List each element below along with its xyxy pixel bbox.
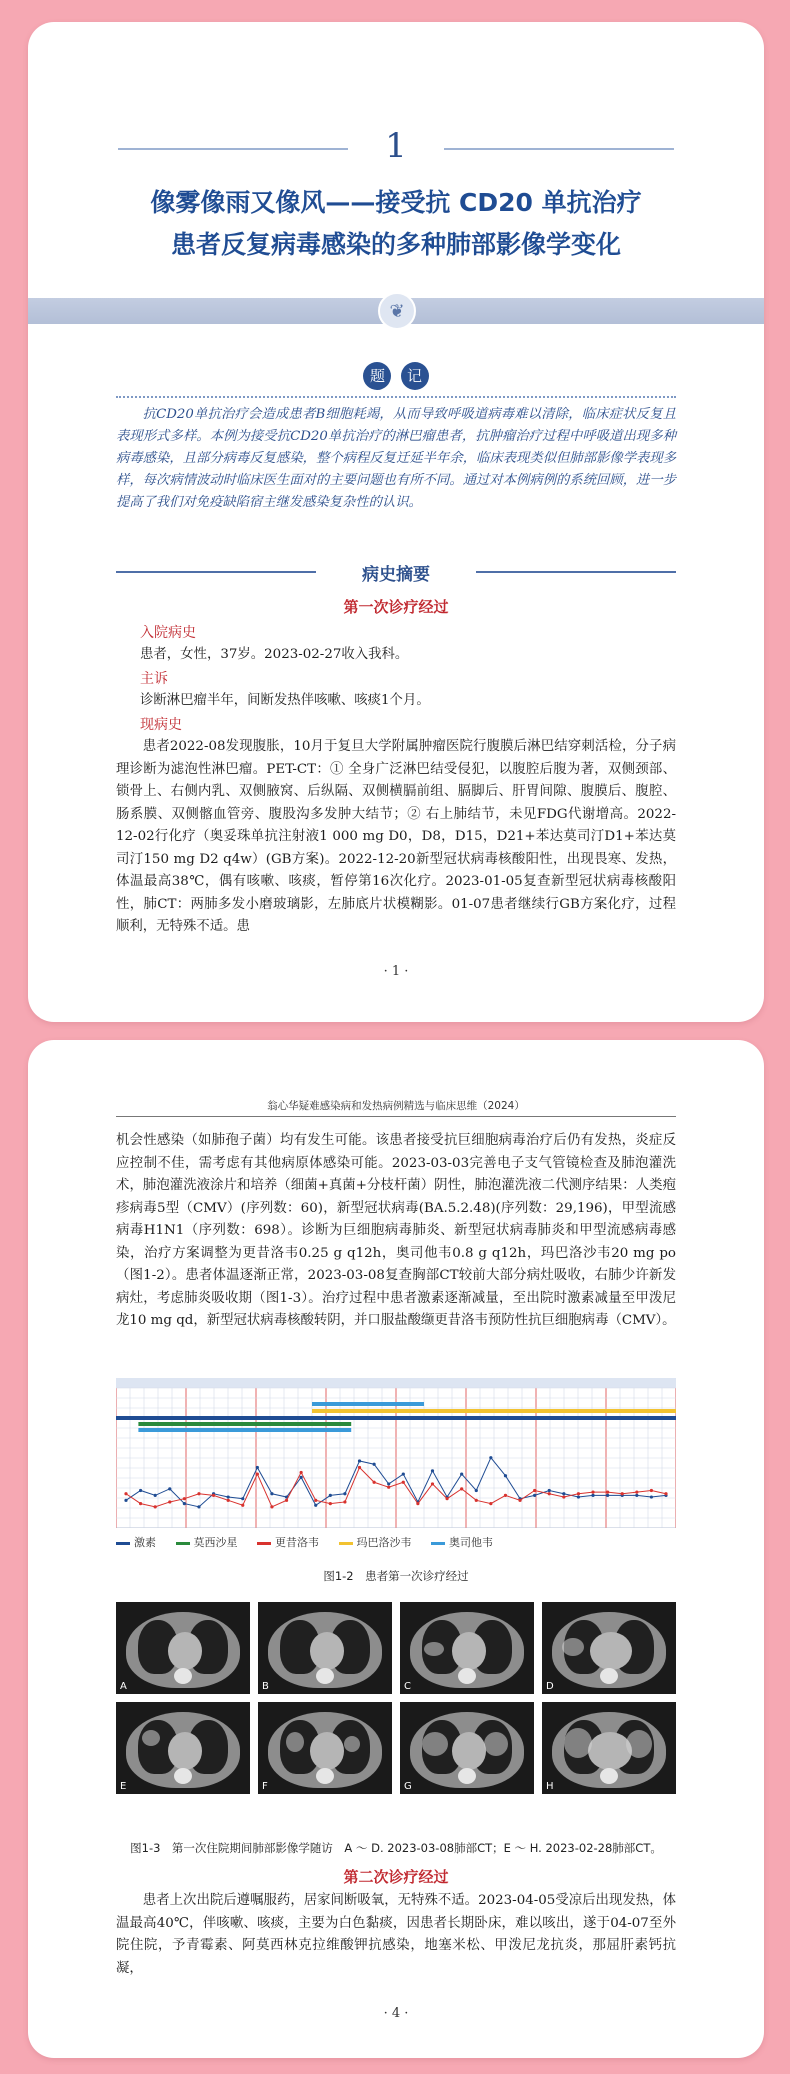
data-point [387, 1486, 390, 1489]
data-point [650, 1489, 653, 1492]
legend-label: 更昔洛韦 [275, 1536, 319, 1549]
legend-item [339, 1534, 412, 1550]
running-head: 翁心华疑难感染病和发热病例精选与临床思维（2024） [267, 1100, 525, 1112]
treatment-chart [116, 1378, 676, 1528]
page-2 [28, 1040, 764, 2058]
data-point [256, 1472, 259, 1475]
data-point [300, 1476, 303, 1479]
legend-label: 激素 [134, 1536, 156, 1549]
data-point [591, 1494, 594, 1497]
data-point [445, 1497, 448, 1500]
visit-title: 第一次诊疗经过 [343, 598, 449, 616]
ct-label: F [262, 1781, 268, 1792]
data-point [212, 1494, 215, 1497]
data-point [183, 1502, 186, 1505]
treatment-bar [312, 1409, 676, 1413]
running-head-rule [116, 1116, 676, 1117]
data-point [606, 1494, 609, 1497]
case-title [68, 182, 724, 266]
data-point [635, 1491, 638, 1494]
data-point [329, 1494, 332, 1497]
legend-item [257, 1534, 319, 1550]
data-point [562, 1495, 565, 1498]
ct-label: E [120, 1781, 127, 1792]
data-point [373, 1463, 376, 1466]
chart-header-band [116, 1378, 676, 1388]
data-point [416, 1502, 419, 1505]
body-paragraph: 患者上次出院后遵嘱服药，居家间断吸氧，无特殊不适。2023-04-05受凉后出现发热，体温最高40℃，伴咳嗽、咳痰，主要为白色黏痰，因患者长期卧床，难以咳出，遂于04-07至外院住院，予青霉素、阿莫西林克拉维酸钾抗感染，地塞米松、甲泼尼龙抗炎，那屈肝素钙抗凝， [116, 1893, 676, 1976]
ct-scan-image [258, 1702, 392, 1794]
data-point [168, 1500, 171, 1503]
ct-scan-image [542, 1602, 676, 1694]
case-title-line2: 患者反复病毒感染的多种肺部影像学变化 [170, 230, 621, 259]
abstract-text: 抗CD20单抗治疗会造成患者B细胞耗竭，从而导致呼吸道病毒难以清除，临床症状反复且表现形式多样。本例为接受抗CD20单抗治疗的淋巴瘤患者，抗肿瘤治疗过程中呼吸道出现多种病毒感染，且部分病毒反复感染，整个病程反复迁延半年余，临床表现类似但肺部影像学表现多样，每次病情波动时临床医生面对的主要问题也有所不同。通过对本例病例的系统回顾，进一步提高了我们对免疫缺陷宿主继发感染复杂性的认识。 [116, 407, 676, 510]
legend-item [116, 1534, 156, 1550]
legend-label: 莫西沙星 [193, 1536, 238, 1549]
visit-title: 第二次诊疗经过 [343, 1868, 449, 1886]
data-point [504, 1474, 507, 1477]
data-point [533, 1489, 536, 1492]
ct-label: H [546, 1781, 554, 1792]
data-point [183, 1497, 186, 1500]
chart-legend [116, 1534, 676, 1550]
legend-item [176, 1534, 238, 1550]
legend-swatch [431, 1542, 445, 1545]
data-point [227, 1495, 230, 1498]
data-point [256, 1466, 259, 1469]
data-point [124, 1499, 127, 1502]
data-point [358, 1459, 361, 1462]
legend-swatch [116, 1542, 130, 1545]
figure-caption: 图1-2 患者第一次诊疗经过 [323, 1569, 469, 1583]
data-point [518, 1499, 521, 1502]
data-point [635, 1494, 638, 1497]
data-point [373, 1481, 376, 1484]
treatment-bar [312, 1402, 424, 1406]
figure-caption: 图1-3 第一次住院期间肺部影像学随访 A ～ D. 2023-03-08肺部CT；E ～ H. 2023-02-28肺部CT。 [130, 1841, 662, 1855]
data-point [562, 1492, 565, 1495]
admission-label: 入院病史 [140, 625, 196, 641]
present-illness-label: 现病史 [140, 717, 182, 733]
chapter-number: 1 [385, 126, 407, 166]
data-point [124, 1492, 127, 1495]
legend-swatch [257, 1542, 271, 1545]
data-point [300, 1471, 303, 1474]
patient-info: 患者，女性，37岁。2023-02-27收入我科。 [140, 647, 409, 662]
data-point [154, 1505, 157, 1508]
data-point [431, 1469, 434, 1472]
tiji-char: 记 [401, 362, 429, 390]
data-point [577, 1495, 580, 1498]
data-point [475, 1489, 478, 1492]
treatment-bar [138, 1422, 351, 1426]
chapter-number-row [118, 126, 674, 166]
data-point [577, 1492, 580, 1495]
data-point [431, 1482, 434, 1485]
data-point [343, 1492, 346, 1495]
tiji-char: 题 [363, 362, 391, 390]
data-point [227, 1499, 230, 1502]
data-point [139, 1489, 142, 1492]
data-point [489, 1456, 492, 1459]
data-point [664, 1492, 667, 1495]
legend-label: 玛巴洛沙韦 [356, 1536, 412, 1549]
ct-label: C [404, 1681, 411, 1692]
case-title-line1: 像雾像雨又像风——接受抗 CD20 单抗治疗 [150, 188, 642, 217]
legend-swatch [339, 1542, 353, 1545]
data-point [270, 1505, 273, 1508]
data-point [475, 1499, 478, 1502]
data-point [402, 1472, 405, 1475]
data-point [314, 1499, 317, 1502]
data-point [489, 1502, 492, 1505]
treatment-bar [116, 1416, 676, 1420]
ct-scan-image [542, 1702, 676, 1794]
data-point [460, 1472, 463, 1475]
ct-scan-image [400, 1702, 534, 1794]
legend-swatch [176, 1542, 190, 1545]
section-title: 病史摘要 [362, 565, 430, 585]
data-point [504, 1494, 507, 1497]
treatment-bar [138, 1428, 351, 1432]
legend-label: 奥司他韦 [449, 1536, 493, 1549]
data-point [270, 1492, 273, 1495]
data-point [650, 1495, 653, 1498]
data-point [197, 1505, 200, 1508]
ct-scan-image [116, 1602, 250, 1694]
data-point [314, 1504, 317, 1507]
data-point [460, 1487, 463, 1490]
data-point [197, 1492, 200, 1495]
data-point [358, 1466, 361, 1469]
ct-scan-image [258, 1602, 392, 1694]
data-point [606, 1491, 609, 1494]
page-number: · 4 · [383, 2006, 409, 2021]
data-point [139, 1502, 142, 1505]
treatment-chart-svg [116, 1378, 676, 1528]
chief-complaint-text: 诊断淋巴瘤半年，间断发热伴咳嗽、咳痰1个月。 [140, 693, 430, 708]
data-point [548, 1492, 551, 1495]
ct-label: D [546, 1681, 554, 1692]
data-point [402, 1481, 405, 1484]
ct-label: A [120, 1681, 127, 1692]
ct-label: G [404, 1781, 412, 1792]
data-point [533, 1494, 536, 1497]
lung-emblem-icon: ❦ [378, 292, 416, 330]
data-point [387, 1482, 390, 1485]
chief-complaint-label: 主诉 [140, 671, 168, 687]
present-illness-text: 患者2022-08发现腹胀，10月于复旦大学附属肿瘤医院行腹膜后淋巴结穿刺活检，分子病理诊断为滤泡性淋巴瘤。PET-CT：① 全身广泛淋巴结受侵犯，以腹腔后腹为著，双侧颈部、锁骨上、右侧内乳、双侧腋窝、后纵隔、双侧横膈前组、膈脚后、肝胃间隙、腹膜后、腹腔、肠系膜、双侧髂血管旁、腹股沟多发肿大结节；② 右上肺结节，未见FDG代谢增高。2022-12-02行化疗（奥妥珠单抗注射液1 000 mg D0，D8，D15，D21+苯达莫司汀D1+苯达莫司汀150 mg D2 q4w）(GB方案)。2022-12-20新型冠状病毒核酸阳性，出现畏寒、发热，体温最高38℃，偶有咳嗽、咳痰，暂停第16次化疗。2023-01-05复查新型冠状病毒核酸阳性，肺CT：两肺多发小磨玻璃影，左肺底片状模糊影。01-07患者继续行GB方案化疗，过程顺利，无特殊不适。患 [116, 739, 676, 934]
data-point [241, 1497, 244, 1500]
data-point [241, 1504, 244, 1507]
tiji-heading [28, 362, 764, 390]
legend-item [431, 1534, 493, 1550]
data-point [621, 1492, 624, 1495]
data-point [154, 1494, 157, 1497]
data-point [285, 1499, 288, 1502]
ct-scan-image [116, 1702, 250, 1794]
data-point [168, 1487, 171, 1490]
ct-label: B [262, 1681, 269, 1692]
page-1 [28, 22, 764, 1022]
data-point [548, 1489, 551, 1492]
dotted-divider [116, 396, 676, 398]
data-point [329, 1502, 332, 1505]
data-point [591, 1491, 594, 1494]
ct-scan-image [400, 1602, 534, 1694]
data-point [343, 1500, 346, 1503]
page-number: · 1 · [383, 964, 409, 979]
section-heading [116, 560, 676, 584]
body-paragraph: 机会性感染（如肺孢子菌）均有发生可能。该患者接受抗巨细胞病毒治疗后仍有发热，炎症反应控制不佳，需考虑有其他病原体感染可能。2023-03-03完善电子支气管镜检查及肺泡灌洗术，肺泡灌洗液涂片和培养（细菌+真菌+分枝杆菌）阴性，肺泡灌洗液二代测序结果：人类疱疹病毒5型（CMV）(序列数：60)，新型冠状病毒(BA.5.2.48)(序列数：29,196)，甲型流感病毒H1N1（序列数：698）。诊断为巨细胞病毒肺炎、新型冠状病毒肺炎和甲型流感病毒感染，治疗方案调整为更昔洛韦0.25 g q12h，奥司他韦0.8 g q12h，玛巴洛沙韦20 mg po（图1-2）。患者体温逐渐正常，2023-03-08复查胸部CT较前大部分病灶吸收，右肺少许新发病灶，考虑肺炎吸收期（图1-3）。治疗过程中患者激素逐渐减量，至出院时激素减量至甲泼尼龙10 mg qd，新型冠状病毒核酸转阴，并口服盐酸缬更昔洛韦预防性抗巨细胞病毒（CMV）。 [116, 1133, 676, 1328]
